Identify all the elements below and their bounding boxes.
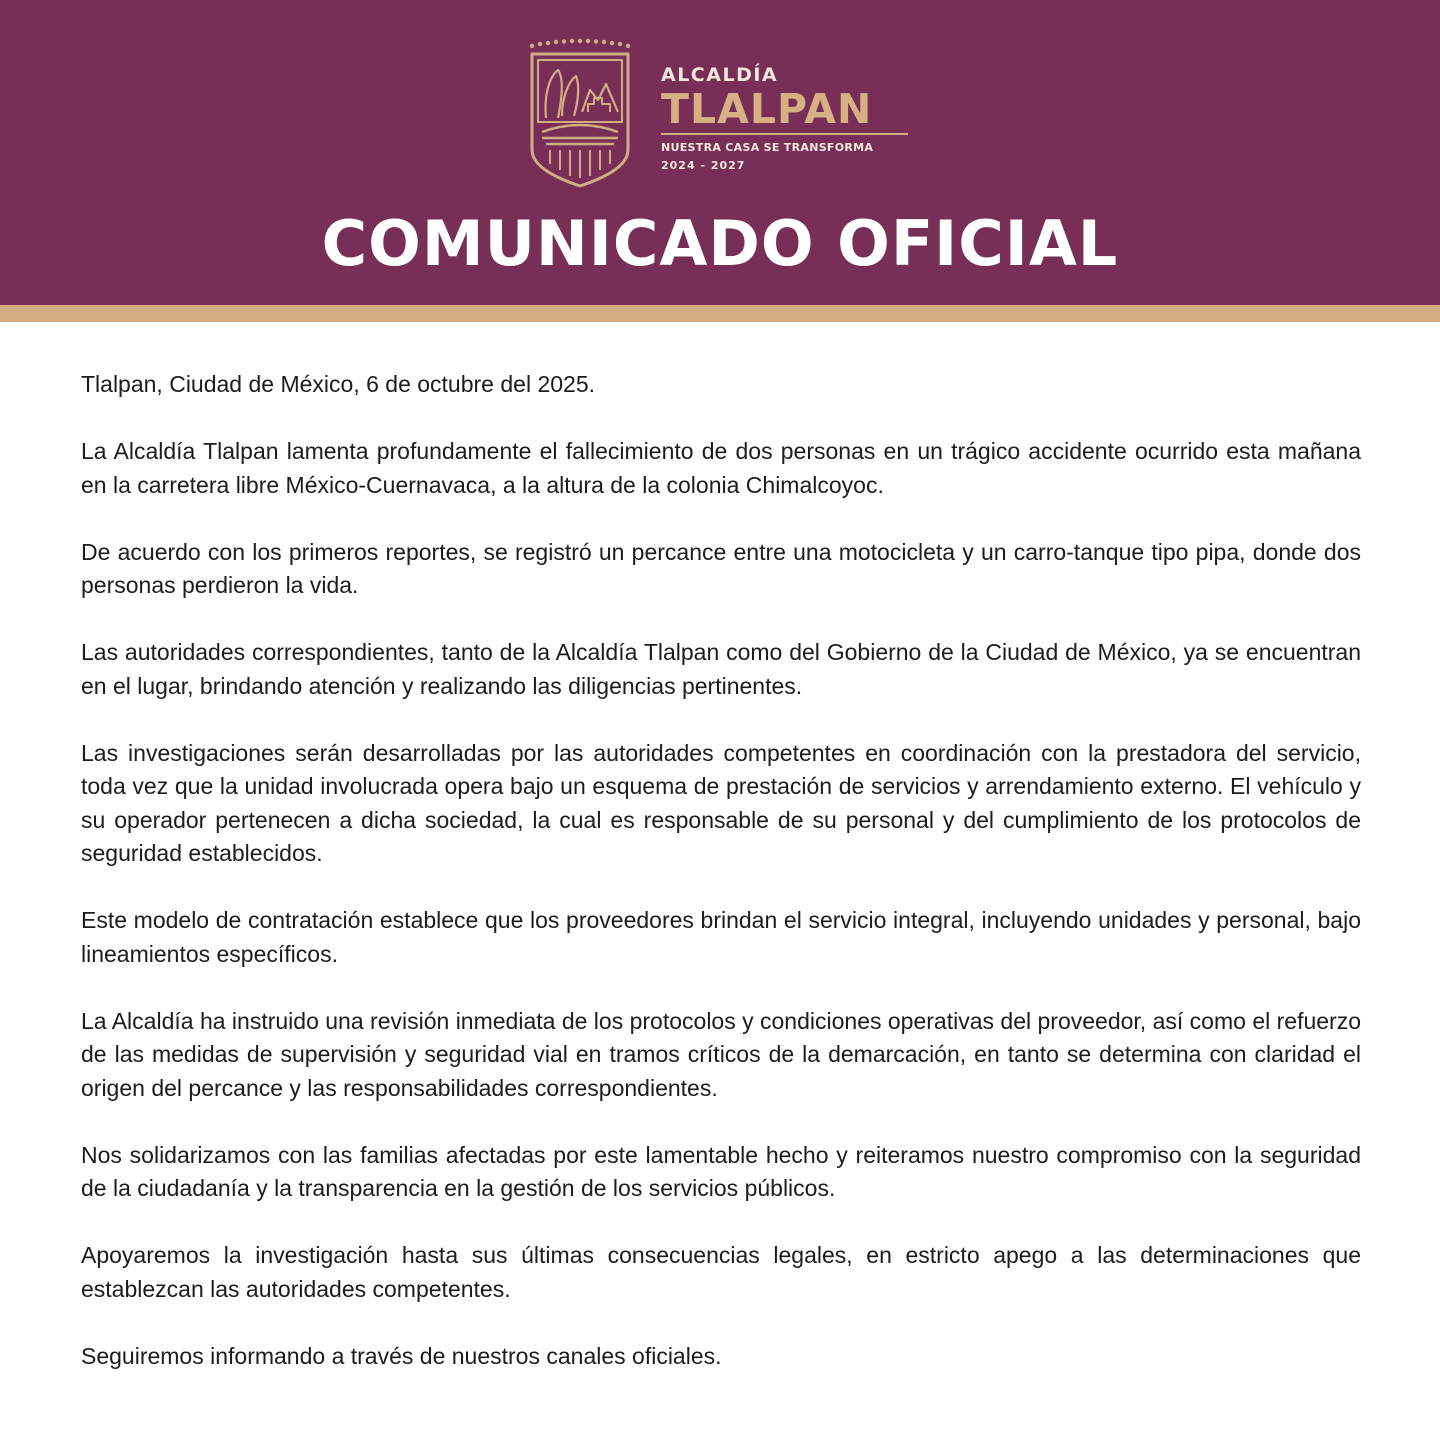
brand-main-text: TLALPAN [661, 85, 873, 133]
paragraph: Seguiremos informando a través de nuestros canales oficiales. [81, 1342, 722, 1369]
paragraph: Nos solidarizamos con las familias afectadas por este lamentable hecho y reiteramos nuestro compromiso con la seguridad de la ciudadanía y la transparencia en la gestión de los servicios públicos. [81, 1141, 1361, 1201]
paragraph: La Alcaldía Tlalpan lamenta profundamente el fallecimiento de dos personas en un trágico accidente ocurrido esta mañana en la carretera libre México-Cuernavaca, a la altura de la colonia Chimalcoyoc. [81, 438, 1361, 498]
dateline: Tlalpan, Ciudad de México, 6 de octubre del 2025. [81, 371, 595, 397]
paragraph: Las investigaciones serán desarrolladas por las autoridades competentes en coordinación con la prestadora del servicio, toda vez que la unidad involucrada opera bajo un esquema de prestación de servicios y arrendamiento externo. El vehículo y su operador pertenecen a dicha sociedad, la cual es responsable de su personal y del cumplimiento de los protocolos de seguridad establecidos. [81, 739, 1361, 866]
brand-tagline: NUESTRA CASA SE TRANSFORMA [661, 141, 874, 154]
header-banner [0, 0, 1440, 305]
brand-years: 2024 - 2027 [661, 159, 746, 172]
brand-wordmark [661, 64, 921, 173]
communique-body [81, 368, 1361, 1407]
tlalpan-emblem-icon [528, 38, 632, 190]
brand-top-text: ALCALDÍA [661, 64, 779, 86]
alcaldia-logo [528, 38, 928, 193]
page-title: COMUNICADO OFICIAL [321, 207, 1119, 280]
brand-divider [661, 133, 908, 135]
paragraph: Este modelo de contratación establece que los proveedores brindan el servicio integral, incluyendo unidades y personal, bajo lineamientos específicos. [81, 907, 1361, 967]
paragraph: Apoyaremos la investigación hasta sus últimas consecuencias legales, en estricto apego a las determinaciones que establezcan las autoridades competentes. [81, 1242, 1361, 1302]
paragraph: Las autoridades correspondientes, tanto de la Alcaldía Tlalpan como del Gobierno de la Ciudad de México, ya se encuentran en el lugar, brindando atención y realizando las diligencias pertinentes. [81, 639, 1361, 699]
header-stripe [0, 305, 1440, 322]
paragraph: La Alcaldía ha instruido una revisión inmediata de los protocolos y condiciones operativas del proveedor, así como el refuerzo de las medidas de supervisión y seguridad vial en tramos críticos de la demarcación, en tanto se determina con claridad el origen del percance y las responsabilidades correspondientes. [81, 1007, 1361, 1101]
paragraph: De acuerdo con los primeros reportes, se registró un percance entre una motocicleta y un carro-tanque tipo pipa, donde dos personas perdieron la vida. [81, 538, 1361, 598]
